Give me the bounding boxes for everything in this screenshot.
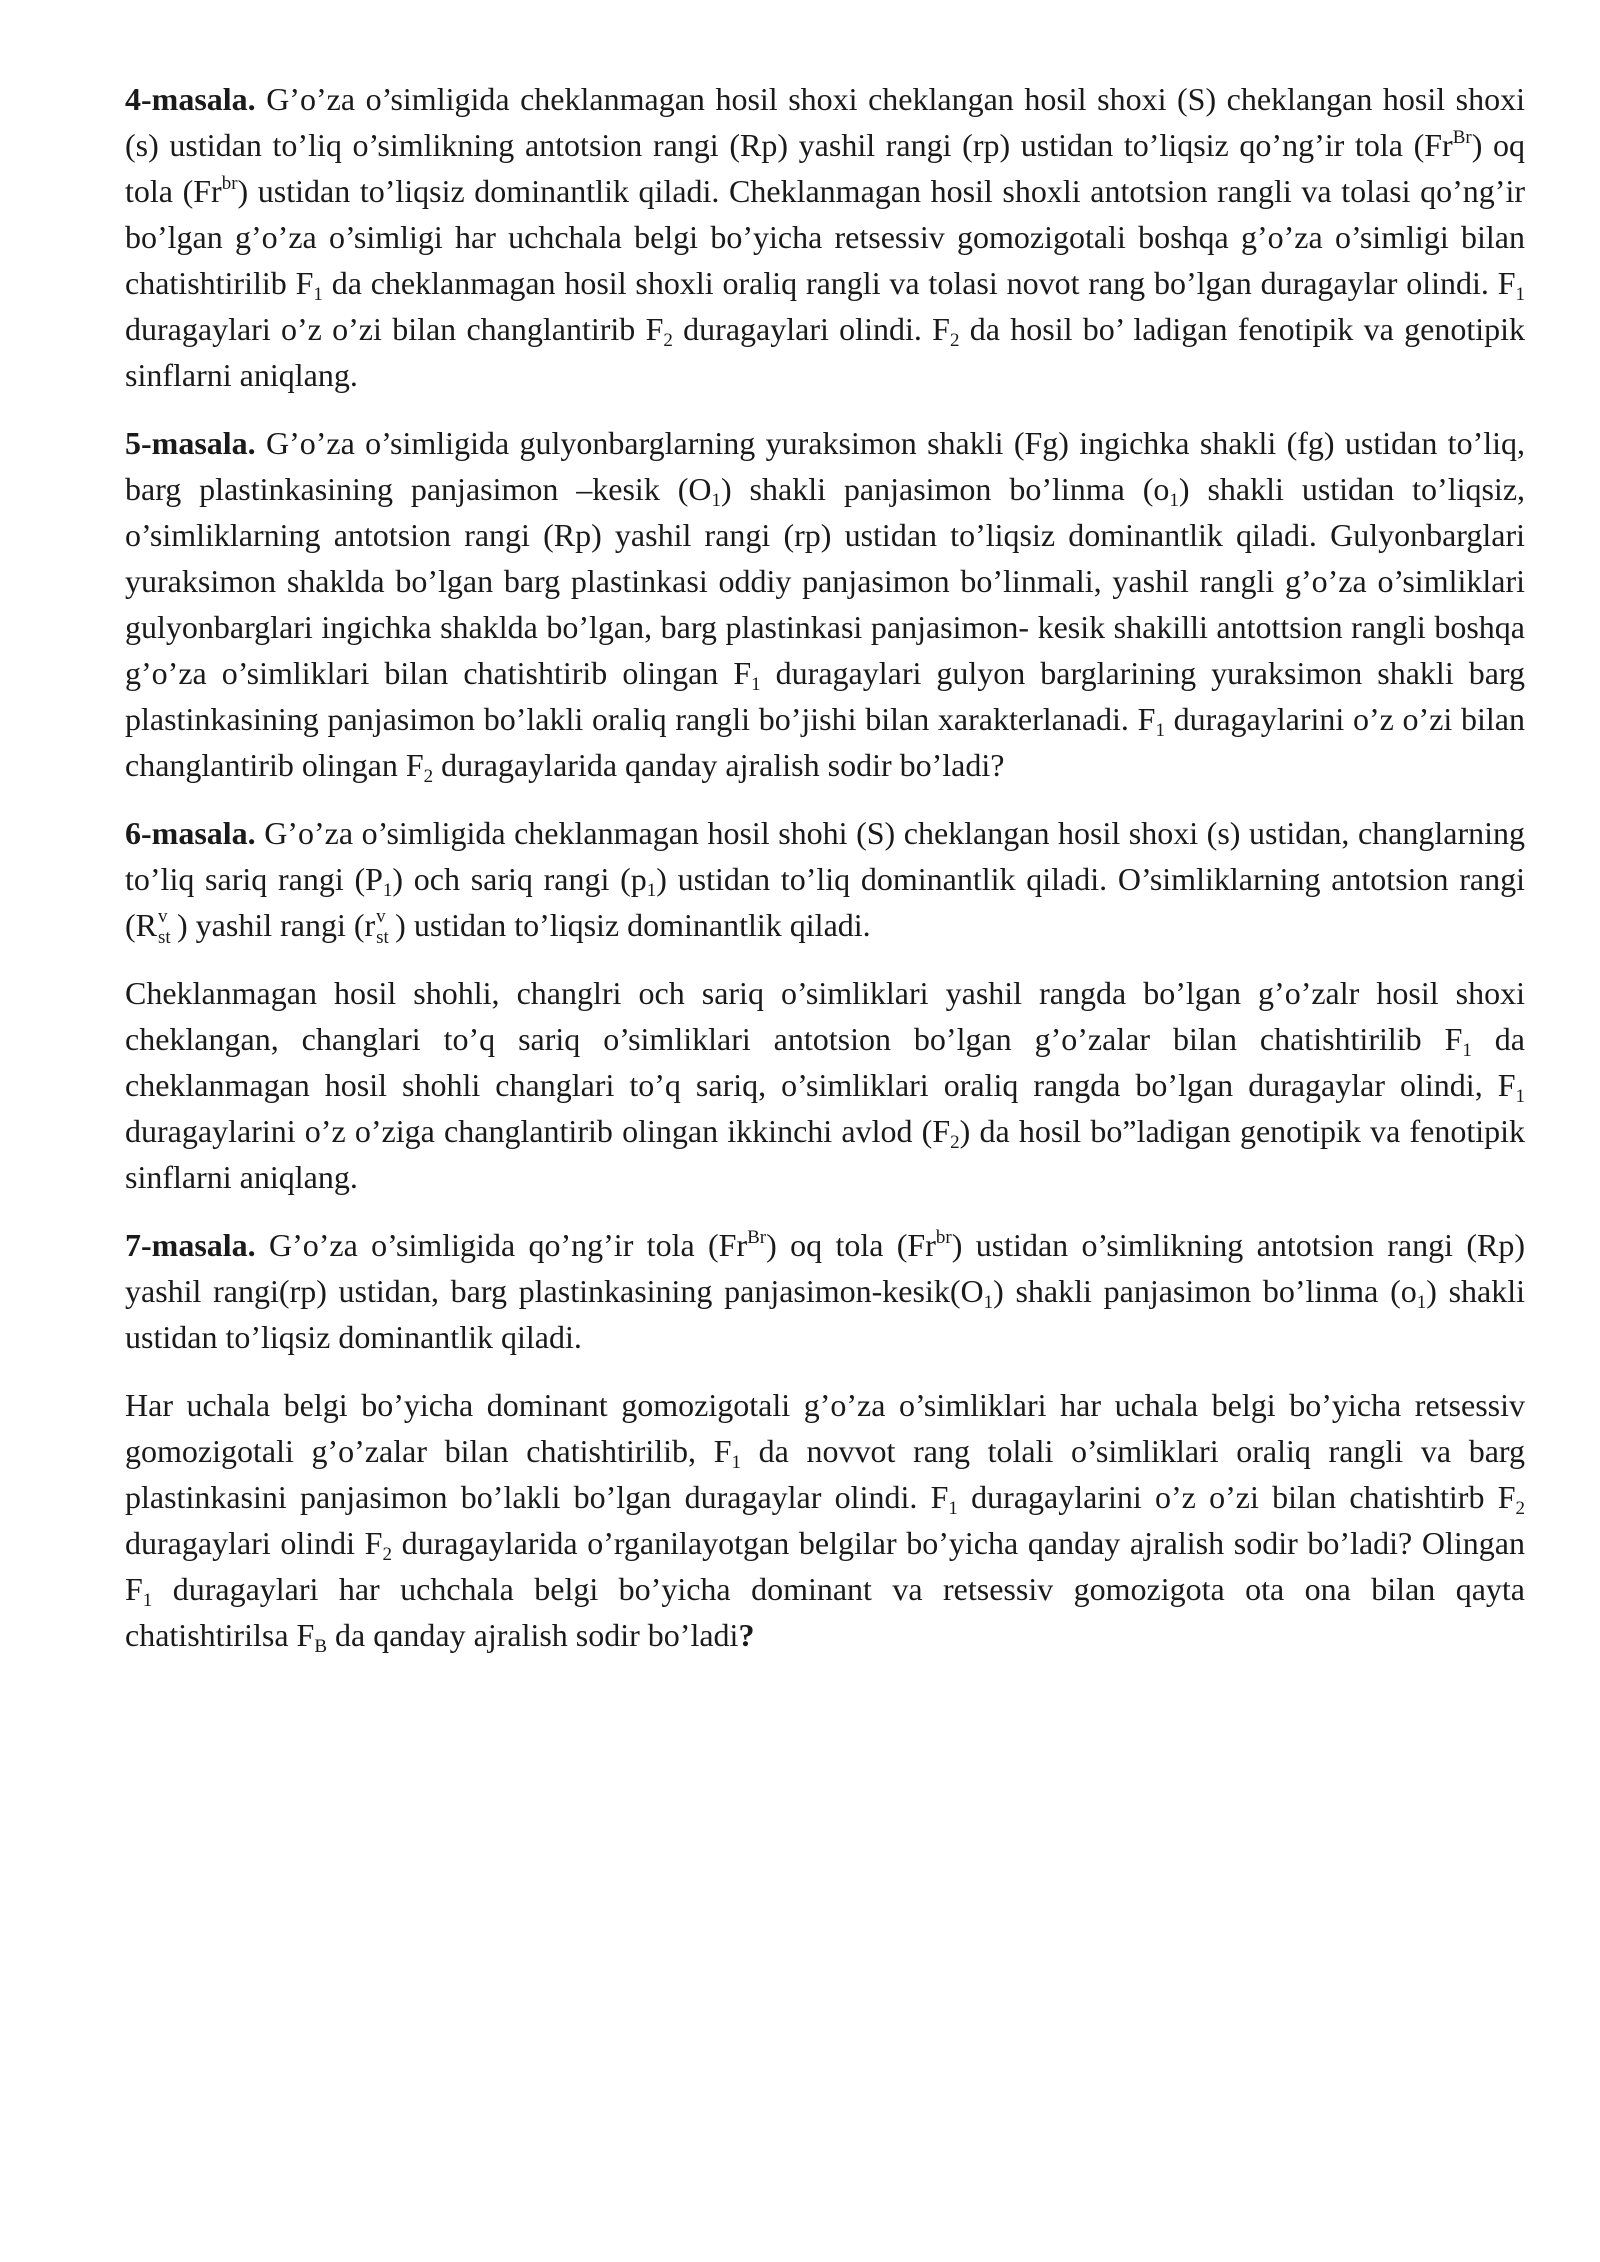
problem-5-label: 5-masala. [125, 425, 256, 461]
text-run: da cheklanmagan hosil shohli changlari to’q sariq, o’simliklari oraliq rangda bo’lgan duragaylar olindi, F [125, 1021, 1526, 1103]
text-run: ) och sariq rangi (p [392, 861, 647, 897]
subscript: 2 [949, 330, 960, 351]
text-run: duragaylarida qanday ajralish sodir bo’ladi? [433, 747, 1005, 783]
subscript: B [314, 1636, 327, 1657]
subscript: 1 [948, 1498, 958, 1519]
problem-7 [125, 1222, 1525, 1360]
subscript: 1 [142, 1590, 153, 1611]
text-run: G’o’za o’simligida cheklanmagan hosil shoxi cheklangan hosil shoxi (S) cheklangan hosil shoxi (s) ustidan to’liq o’simlikning antotsion rangi (Rp) yashil rangi (rp) ustidan to’liqsiz qo’ng’ir tola (Fr [125, 81, 1525, 163]
superscript: v [158, 906, 168, 927]
text-run: duragaylari har uchchala belgi bo’yicha dominant va retsessiv gomozigota ota ona bilan qayta chatishtirilsa F [125, 1571, 1525, 1653]
subscript: 1 [313, 284, 323, 305]
text-run: ) oq tola (Fr [125, 127, 1526, 209]
text-run: G’o’za o’simligida cheklanmagan hosil shohi (S) cheklangan hosil shoxi (s) ustidan, changlarning to’liq sariq rangi (P [125, 815, 1525, 897]
problem-4-label: 4-masala. [125, 81, 256, 117]
text-run: ) ustidan o’simlikning antotsion rangi (Rp) yashil rangi(rp) ustidan, barg plastinkasining panjasimon-kesik(O [125, 1227, 1526, 1309]
text-run: G’o’za o’simligida gulyonbarglarning yuraksimon shakli (Fg) ingichka shakli (fg) ustidan to’liq, barg plastinkasining panjasimon –kesik (O [125, 425, 1525, 507]
subscript: 1 [731, 1452, 742, 1473]
problem-6-continued [125, 970, 1525, 1200]
problem-7-continued [125, 1382, 1525, 1658]
text-run: duragaylari olindi F [125, 1525, 383, 1561]
document-page [125, 76, 1525, 1680]
stacked-script [375, 906, 395, 948]
subscript: 2 [423, 766, 434, 787]
superscript: v [376, 906, 386, 927]
text-run: da cheklanmagan hosil shoxli oraliq rangli va tolasi novot rang bo’lgan duragaylar olindi. F [322, 265, 1516, 301]
text-run: duragaylarini o’z o’zi bilan changlantirib olingan F [125, 701, 1526, 783]
text-run: duragaylari olindi. F [672, 311, 950, 347]
text-run: ) ustidan to’liqsiz dominantlik qiladi. [395, 907, 871, 943]
text-run: ) shakli panjasimon bo’linma (o [721, 471, 1170, 507]
text-run: ) da hosil bo”ladigan genotipik va fenotipik sinflarni aniqlang. [125, 1113, 1526, 1195]
text-run: duragaylarini o’z o’ziga changlantirib olingan ikkinchi avlod (F [125, 1113, 951, 1149]
text-run: da qanday ajralish sodir bo’ladi [327, 1617, 739, 1653]
text-run: ) yashil rangi (r [177, 907, 376, 943]
subscript: 1 [983, 1292, 994, 1313]
subscript: st [376, 927, 389, 948]
text-run: da novvot rang tolali o’simliklari oraliq rangli va barg plastinkasini panjasimon bo’lakli bo’lgan duragaylar olindi. F [125, 1433, 1526, 1515]
superscript: br [935, 1227, 952, 1248]
text-run: ) ustidan to’liqsiz dominantlik qiladi. Cheklanmagan hosil shoxli antotsion rangli va tolasi qo’ng’ir bo’lgan g’o’za o’simligi har uchchala belgi bo’yicha retsessiv gomozigotali boshqa g’o’za o’simligi bilan chatishtirilib F [125, 173, 1526, 301]
text-run: ) oq tola (Fr [766, 1227, 936, 1263]
problem-4 [125, 76, 1525, 398]
problem-6 [125, 810, 1525, 948]
subscript: 2 [663, 330, 673, 351]
problem-6-label: 6-masala. [125, 815, 256, 851]
text-run: Har uchala belgi bo’yicha dominant gomozigotali g’o’za o’simliklari har uchala belgi bo’yicha retsessiv gomozigotali g’o’zalar bilan chatishtirilib, F [125, 1387, 1525, 1469]
subscript: 1 [1416, 1292, 1427, 1313]
subscript: 1 [1515, 1086, 1525, 1107]
text-run: duragaylari gulyon barglarining yuraksimon shakli barg plastinkasining panjasimon bo’lakli oraliq rangli bo’jishi bilan xarakterlanadi. F [125, 655, 1526, 737]
subscript: 1 [1462, 1040, 1472, 1061]
subscript: 1 [646, 880, 657, 901]
text-run: duragaylarida o’rganilayotgan belgilar bo’yicha qanday ajralish sodir bo’ladi? Olingan F [125, 1525, 1526, 1607]
subscript: st [158, 927, 171, 948]
subscript: 1 [711, 490, 721, 511]
text-run: duragaylari o’z o’zi bilan changlantirib F [125, 311, 664, 347]
subscript: 1 [1155, 720, 1165, 741]
question-mark: ? [738, 1617, 755, 1653]
problem-7-label: 7-masala. [125, 1227, 256, 1263]
subscript: 1 [382, 880, 393, 901]
subscript: 2 [382, 1544, 392, 1565]
subscript: 1 [751, 674, 761, 695]
subscript: 1 [1515, 284, 1526, 305]
problem-5 [125, 420, 1525, 788]
subscript: 2 [950, 1132, 960, 1153]
superscript: Br [747, 1227, 767, 1248]
stacked-script [157, 906, 177, 948]
text-run: da hosil bo’ ladigan fenotipik va genotipik sinflarni aniqlang. [125, 311, 1526, 393]
superscript: Br [1452, 127, 1472, 148]
text-run: G’o’za o’simligida qo’ng’ir tola (Fr [255, 1227, 748, 1263]
text-run: Cheklanmagan hosil shohli, changlri och sariq o’simliklari yashil rangda bo’lgan g’o’zalr hosil shoxi cheklangan, changlari to’q sariq o’simliklari antotsion bo’lgan g’o’zalar bilan chatishtirilib F [125, 975, 1525, 1057]
text-run: ) shakli ustidan to’liqsiz dominantlik qiladi. [125, 1273, 1526, 1355]
subscript: 2 [1515, 1498, 1526, 1519]
text-run: ) ustidan to’liq dominantlik qiladi. O’simliklarning antotsion rangi (R [125, 861, 1526, 943]
text-run: duragaylarini o’z o’zi bilan chatishtirb F [957, 1479, 1516, 1515]
superscript: br [221, 173, 238, 194]
text-run: ) shakli panjasimon bo’linma (o [993, 1273, 1417, 1309]
text-run: ) shakli ustidan to’liqsiz, o’simliklarning antotsion rangi (Rp) yashil rangi (rp) ustidan to’liqsiz dominantlik qiladi. Gulyonbarglari yuraksimon shaklda bo’lgan barg plastinkasi oddiy panjasimon bo’linmali, yashil rangli g’o’za o’simliklari gulyonbarglari ingichka shaklda bo’lgan, barg plastinkasi panjasimon- kesik shakilli antottsion rangli boshqa g’o’za o’simliklari bilan chatishtirib olingan F [125, 471, 1526, 691]
subscript: 1 [1169, 490, 1179, 511]
